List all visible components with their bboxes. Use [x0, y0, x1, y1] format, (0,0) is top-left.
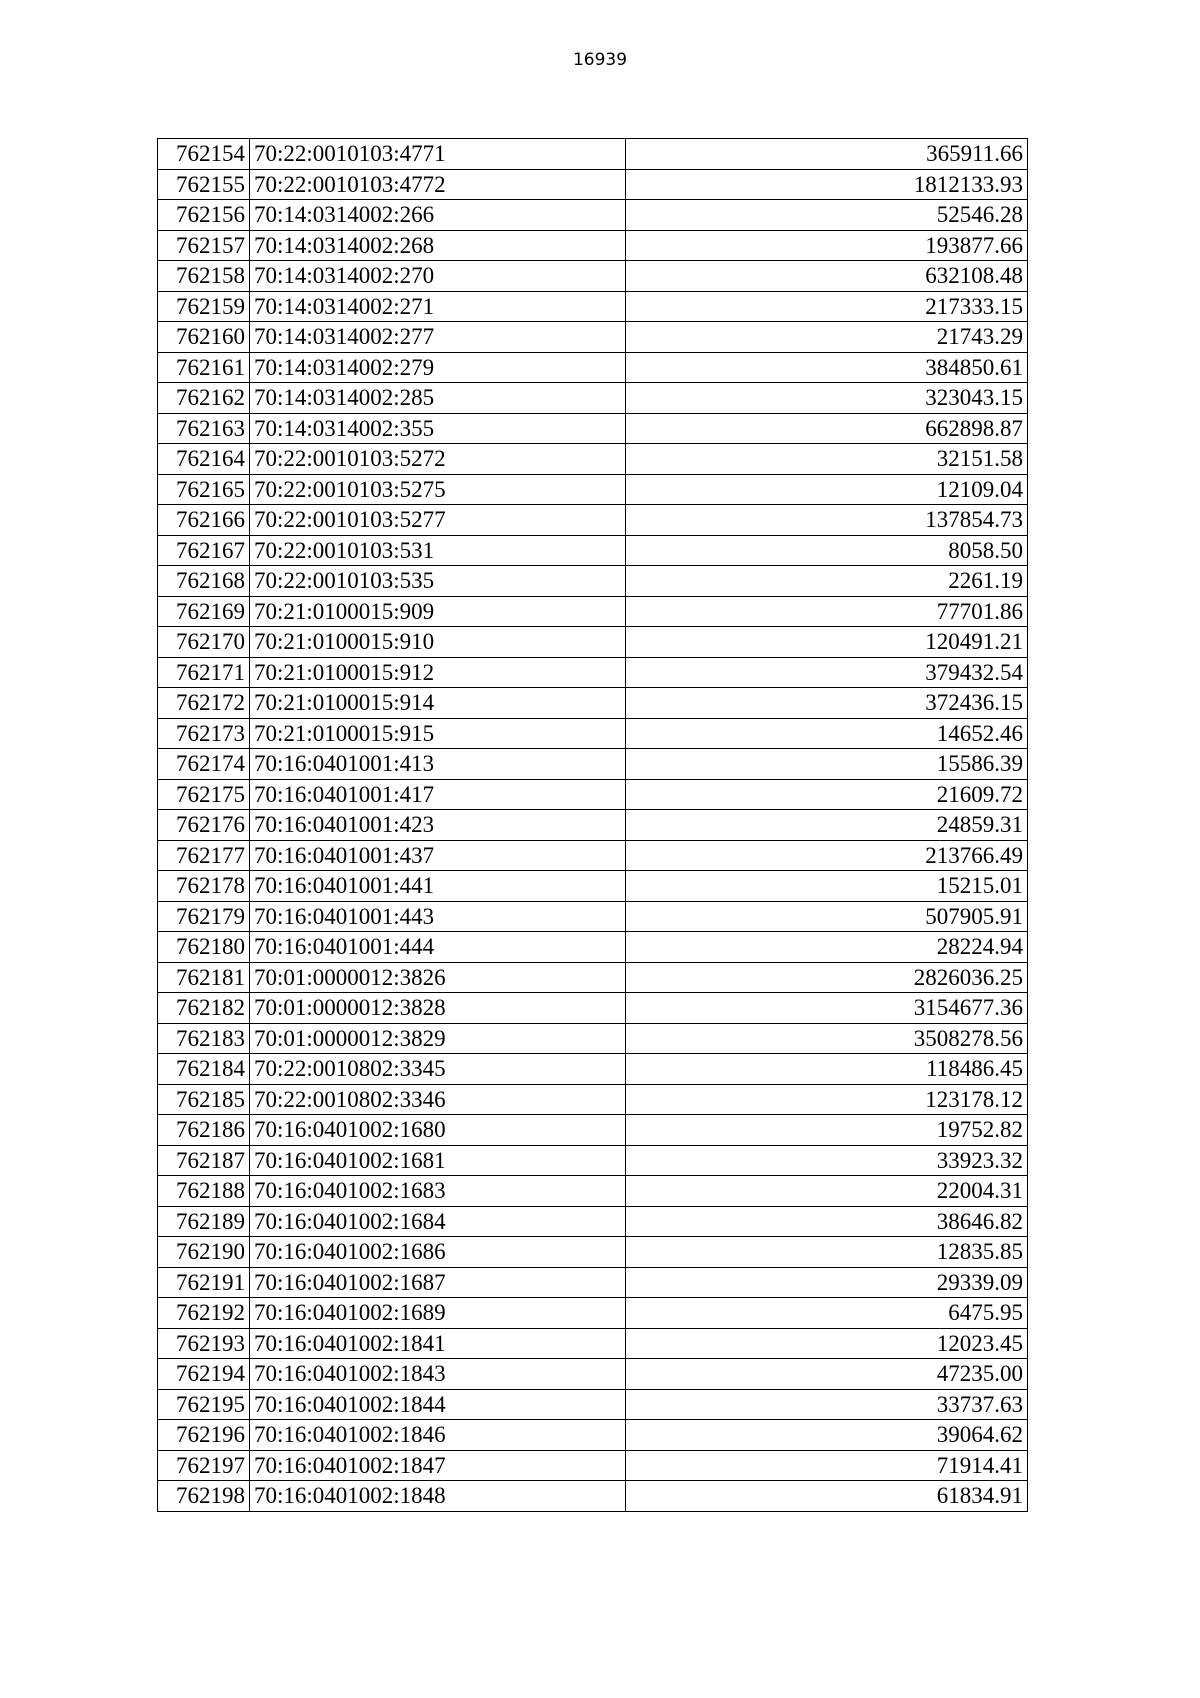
table-row: [158, 688, 1028, 719]
value-cell: 24859.31: [626, 810, 1028, 841]
table-row: [158, 322, 1028, 353]
table-row: [158, 718, 1028, 749]
table-row: [158, 993, 1028, 1024]
cadastral-number-cell: 70:21:0100015:912: [250, 657, 626, 688]
value-cell: 21609.72: [626, 779, 1028, 810]
table-row: [158, 1267, 1028, 1298]
value-cell: 29339.09: [626, 1267, 1028, 1298]
row-id-cell: 762158: [158, 261, 250, 292]
table-row: [158, 1481, 1028, 1512]
cadastral-number-cell: 70:01:0000012:3829: [250, 1023, 626, 1054]
table-row: [158, 657, 1028, 688]
cadastral-number-cell: 70:21:0100015:910: [250, 627, 626, 658]
row-id-cell: 762193: [158, 1328, 250, 1359]
value-cell: 52546.28: [626, 200, 1028, 231]
cadastral-number-cell: 70:16:0401002:1847: [250, 1450, 626, 1481]
table-row: [158, 261, 1028, 292]
table-row: [158, 596, 1028, 627]
cadastral-number-cell: 70:22:0010103:5275: [250, 474, 626, 505]
cadastral-number-cell: 70:22:0010802:3346: [250, 1084, 626, 1115]
row-id-cell: 762164: [158, 444, 250, 475]
value-cell: 15215.01: [626, 871, 1028, 902]
cadastral-number-cell: 70:16:0401002:1846: [250, 1420, 626, 1451]
cadastral-number-cell: 70:16:0401002:1843: [250, 1359, 626, 1390]
value-cell: 39064.62: [626, 1420, 1028, 1451]
row-id-cell: 762172: [158, 688, 250, 719]
row-id-cell: 762184: [158, 1054, 250, 1085]
value-cell: 6475.95: [626, 1298, 1028, 1329]
value-cell: 1812133.93: [626, 169, 1028, 200]
value-cell: 365911.66: [626, 139, 1028, 170]
row-id-cell: 762191: [158, 1267, 250, 1298]
table-row: [158, 169, 1028, 200]
row-id-cell: 762194: [158, 1359, 250, 1390]
value-cell: 71914.41: [626, 1450, 1028, 1481]
row-id-cell: 762157: [158, 230, 250, 261]
value-cell: 33923.32: [626, 1145, 1028, 1176]
row-id-cell: 762190: [158, 1237, 250, 1268]
value-cell: 662898.87: [626, 413, 1028, 444]
value-cell: 3508278.56: [626, 1023, 1028, 1054]
cadastral-number-cell: 70:14:0314002:271: [250, 291, 626, 322]
value-cell: 120491.21: [626, 627, 1028, 658]
value-cell: 32151.58: [626, 444, 1028, 475]
row-id-cell: 762154: [158, 139, 250, 170]
row-id-cell: 762174: [158, 749, 250, 780]
value-cell: 61834.91: [626, 1481, 1028, 1512]
row-id-cell: 762167: [158, 535, 250, 566]
cadastral-number-cell: 70:16:0401002:1683: [250, 1176, 626, 1207]
cadastral-number-cell: 70:16:0401001:437: [250, 840, 626, 871]
row-id-cell: 762183: [158, 1023, 250, 1054]
row-id-cell: 762171: [158, 657, 250, 688]
cadastral-number-cell: 70:01:0000012:3826: [250, 962, 626, 993]
table-row: [158, 1237, 1028, 1268]
value-cell: 2826036.25: [626, 962, 1028, 993]
value-cell: 372436.15: [626, 688, 1028, 719]
table-row: [158, 1145, 1028, 1176]
cadastral-number-cell: 70:16:0401001:441: [250, 871, 626, 902]
row-id-cell: 762177: [158, 840, 250, 871]
table-row: [158, 566, 1028, 597]
table-row: [158, 444, 1028, 475]
row-id-cell: 762197: [158, 1450, 250, 1481]
value-cell: 77701.86: [626, 596, 1028, 627]
table-row: [158, 1023, 1028, 1054]
cadastral-value-table: [157, 138, 1028, 1512]
table-row: [158, 627, 1028, 658]
row-id-cell: 762176: [158, 810, 250, 841]
cadastral-number-cell: 70:22:0010103:535: [250, 566, 626, 597]
table-row: [158, 383, 1028, 414]
table-row: [158, 810, 1028, 841]
cadastral-number-cell: 70:21:0100015:909: [250, 596, 626, 627]
row-id-cell: 762198: [158, 1481, 250, 1512]
value-cell: 379432.54: [626, 657, 1028, 688]
page-number: 16939: [572, 50, 628, 70]
value-cell: 33737.63: [626, 1389, 1028, 1420]
cadastral-number-cell: 70:16:0401002:1687: [250, 1267, 626, 1298]
row-id-cell: 762159: [158, 291, 250, 322]
row-id-cell: 762186: [158, 1115, 250, 1146]
cadastral-number-cell: 70:16:0401002:1848: [250, 1481, 626, 1512]
row-id-cell: 762169: [158, 596, 250, 627]
row-id-cell: 762185: [158, 1084, 250, 1115]
table-row: [158, 1328, 1028, 1359]
table-row: [158, 1450, 1028, 1481]
value-cell: 12023.45: [626, 1328, 1028, 1359]
cadastral-number-cell: 70:16:0401002:1680: [250, 1115, 626, 1146]
row-id-cell: 762155: [158, 169, 250, 200]
value-cell: 12835.85: [626, 1237, 1028, 1268]
table-row: [158, 1359, 1028, 1390]
cadastral-number-cell: 70:22:0010103:4772: [250, 169, 626, 200]
table-row: [158, 779, 1028, 810]
row-id-cell: 762160: [158, 322, 250, 353]
value-cell: 21743.29: [626, 322, 1028, 353]
table-row: [158, 871, 1028, 902]
row-id-cell: 762182: [158, 993, 250, 1024]
cadastral-number-cell: 70:14:0314002:355: [250, 413, 626, 444]
row-id-cell: 762161: [158, 352, 250, 383]
table-row: [158, 535, 1028, 566]
cadastral-number-cell: 70:16:0401001:444: [250, 932, 626, 963]
table-row: [158, 1206, 1028, 1237]
cadastral-number-cell: 70:14:0314002:285: [250, 383, 626, 414]
table-row: [158, 840, 1028, 871]
row-id-cell: 762179: [158, 901, 250, 932]
cadastral-number-cell: 70:16:0401002:1684: [250, 1206, 626, 1237]
value-cell: 15586.39: [626, 749, 1028, 780]
cadastral-number-cell: 70:22:0010802:3345: [250, 1054, 626, 1085]
row-id-cell: 762162: [158, 383, 250, 414]
row-id-cell: 762192: [158, 1298, 250, 1329]
table-row: [158, 200, 1028, 231]
cadastral-number-cell: 70:21:0100015:915: [250, 718, 626, 749]
row-id-cell: 762156: [158, 200, 250, 231]
row-id-cell: 762166: [158, 505, 250, 536]
table-body: [158, 139, 1028, 1512]
cadastral-number-cell: 70:01:0000012:3828: [250, 993, 626, 1024]
table-row: [158, 1176, 1028, 1207]
table-row: [158, 1115, 1028, 1146]
row-id-cell: 762187: [158, 1145, 250, 1176]
table-row: [158, 413, 1028, 444]
cadastral-number-cell: 70:22:0010103:531: [250, 535, 626, 566]
table-row: [158, 1084, 1028, 1115]
cadastral-number-cell: 70:22:0010103:5272: [250, 444, 626, 475]
row-id-cell: 762189: [158, 1206, 250, 1237]
value-cell: 47235.00: [626, 1359, 1028, 1390]
value-cell: 3154677.36: [626, 993, 1028, 1024]
cadastral-number-cell: 70:14:0314002:268: [250, 230, 626, 261]
value-cell: 22004.31: [626, 1176, 1028, 1207]
value-cell: 384850.61: [626, 352, 1028, 383]
value-cell: 28224.94: [626, 932, 1028, 963]
value-cell: 217333.15: [626, 291, 1028, 322]
table-row: [158, 932, 1028, 963]
cadastral-number-cell: 70:16:0401002:1841: [250, 1328, 626, 1359]
value-cell: 2261.19: [626, 566, 1028, 597]
value-cell: 19752.82: [626, 1115, 1028, 1146]
value-cell: 632108.48: [626, 261, 1028, 292]
value-cell: 507905.91: [626, 901, 1028, 932]
row-id-cell: 762173: [158, 718, 250, 749]
table-row: [158, 1389, 1028, 1420]
row-id-cell: 762170: [158, 627, 250, 658]
value-cell: 14652.46: [626, 718, 1028, 749]
value-cell: 8058.50: [626, 535, 1028, 566]
row-id-cell: 762181: [158, 962, 250, 993]
value-cell: 323043.15: [626, 383, 1028, 414]
cadastral-number-cell: 70:16:0401001:423: [250, 810, 626, 841]
cadastral-number-cell: 70:21:0100015:914: [250, 688, 626, 719]
table-row: [158, 1420, 1028, 1451]
cadastral-number-cell: 70:16:0401001:413: [250, 749, 626, 780]
row-id-cell: 762178: [158, 871, 250, 902]
row-id-cell: 762163: [158, 413, 250, 444]
cadastral-number-cell: 70:16:0401002:1689: [250, 1298, 626, 1329]
row-id-cell: 762188: [158, 1176, 250, 1207]
row-id-cell: 762195: [158, 1389, 250, 1420]
table-row: [158, 1054, 1028, 1085]
row-id-cell: 762168: [158, 566, 250, 597]
row-id-cell: 762180: [158, 932, 250, 963]
value-cell: 118486.45: [626, 1054, 1028, 1085]
table-row: [158, 962, 1028, 993]
cadastral-number-cell: 70:16:0401001:417: [250, 779, 626, 810]
cadastral-number-cell: 70:16:0401002:1681: [250, 1145, 626, 1176]
table-row: [158, 230, 1028, 261]
row-id-cell: 762196: [158, 1420, 250, 1451]
cadastral-number-cell: 70:14:0314002:270: [250, 261, 626, 292]
cadastral-number-cell: 70:22:0010103:4771: [250, 139, 626, 170]
cadastral-number-cell: 70:14:0314002:279: [250, 352, 626, 383]
cadastral-number-cell: 70:14:0314002:277: [250, 322, 626, 353]
table-row: [158, 1298, 1028, 1329]
table-row: [158, 352, 1028, 383]
cadastral-number-cell: 70:16:0401002:1844: [250, 1389, 626, 1420]
table-row: [158, 474, 1028, 505]
row-id-cell: 762175: [158, 779, 250, 810]
table-row: [158, 749, 1028, 780]
cadastral-number-cell: 70:16:0401002:1686: [250, 1237, 626, 1268]
value-cell: 12109.04: [626, 474, 1028, 505]
table-row: [158, 291, 1028, 322]
cadastral-number-cell: 70:16:0401001:443: [250, 901, 626, 932]
cadastral-number-cell: 70:14:0314002:266: [250, 200, 626, 231]
value-cell: 137854.73: [626, 505, 1028, 536]
table-row: [158, 505, 1028, 536]
value-cell: 193877.66: [626, 230, 1028, 261]
value-cell: 213766.49: [626, 840, 1028, 871]
table-row: [158, 139, 1028, 170]
row-id-cell: 762165: [158, 474, 250, 505]
value-cell: 123178.12: [626, 1084, 1028, 1115]
cadastral-number-cell: 70:22:0010103:5277: [250, 505, 626, 536]
value-cell: 38646.82: [626, 1206, 1028, 1237]
table-row: [158, 901, 1028, 932]
